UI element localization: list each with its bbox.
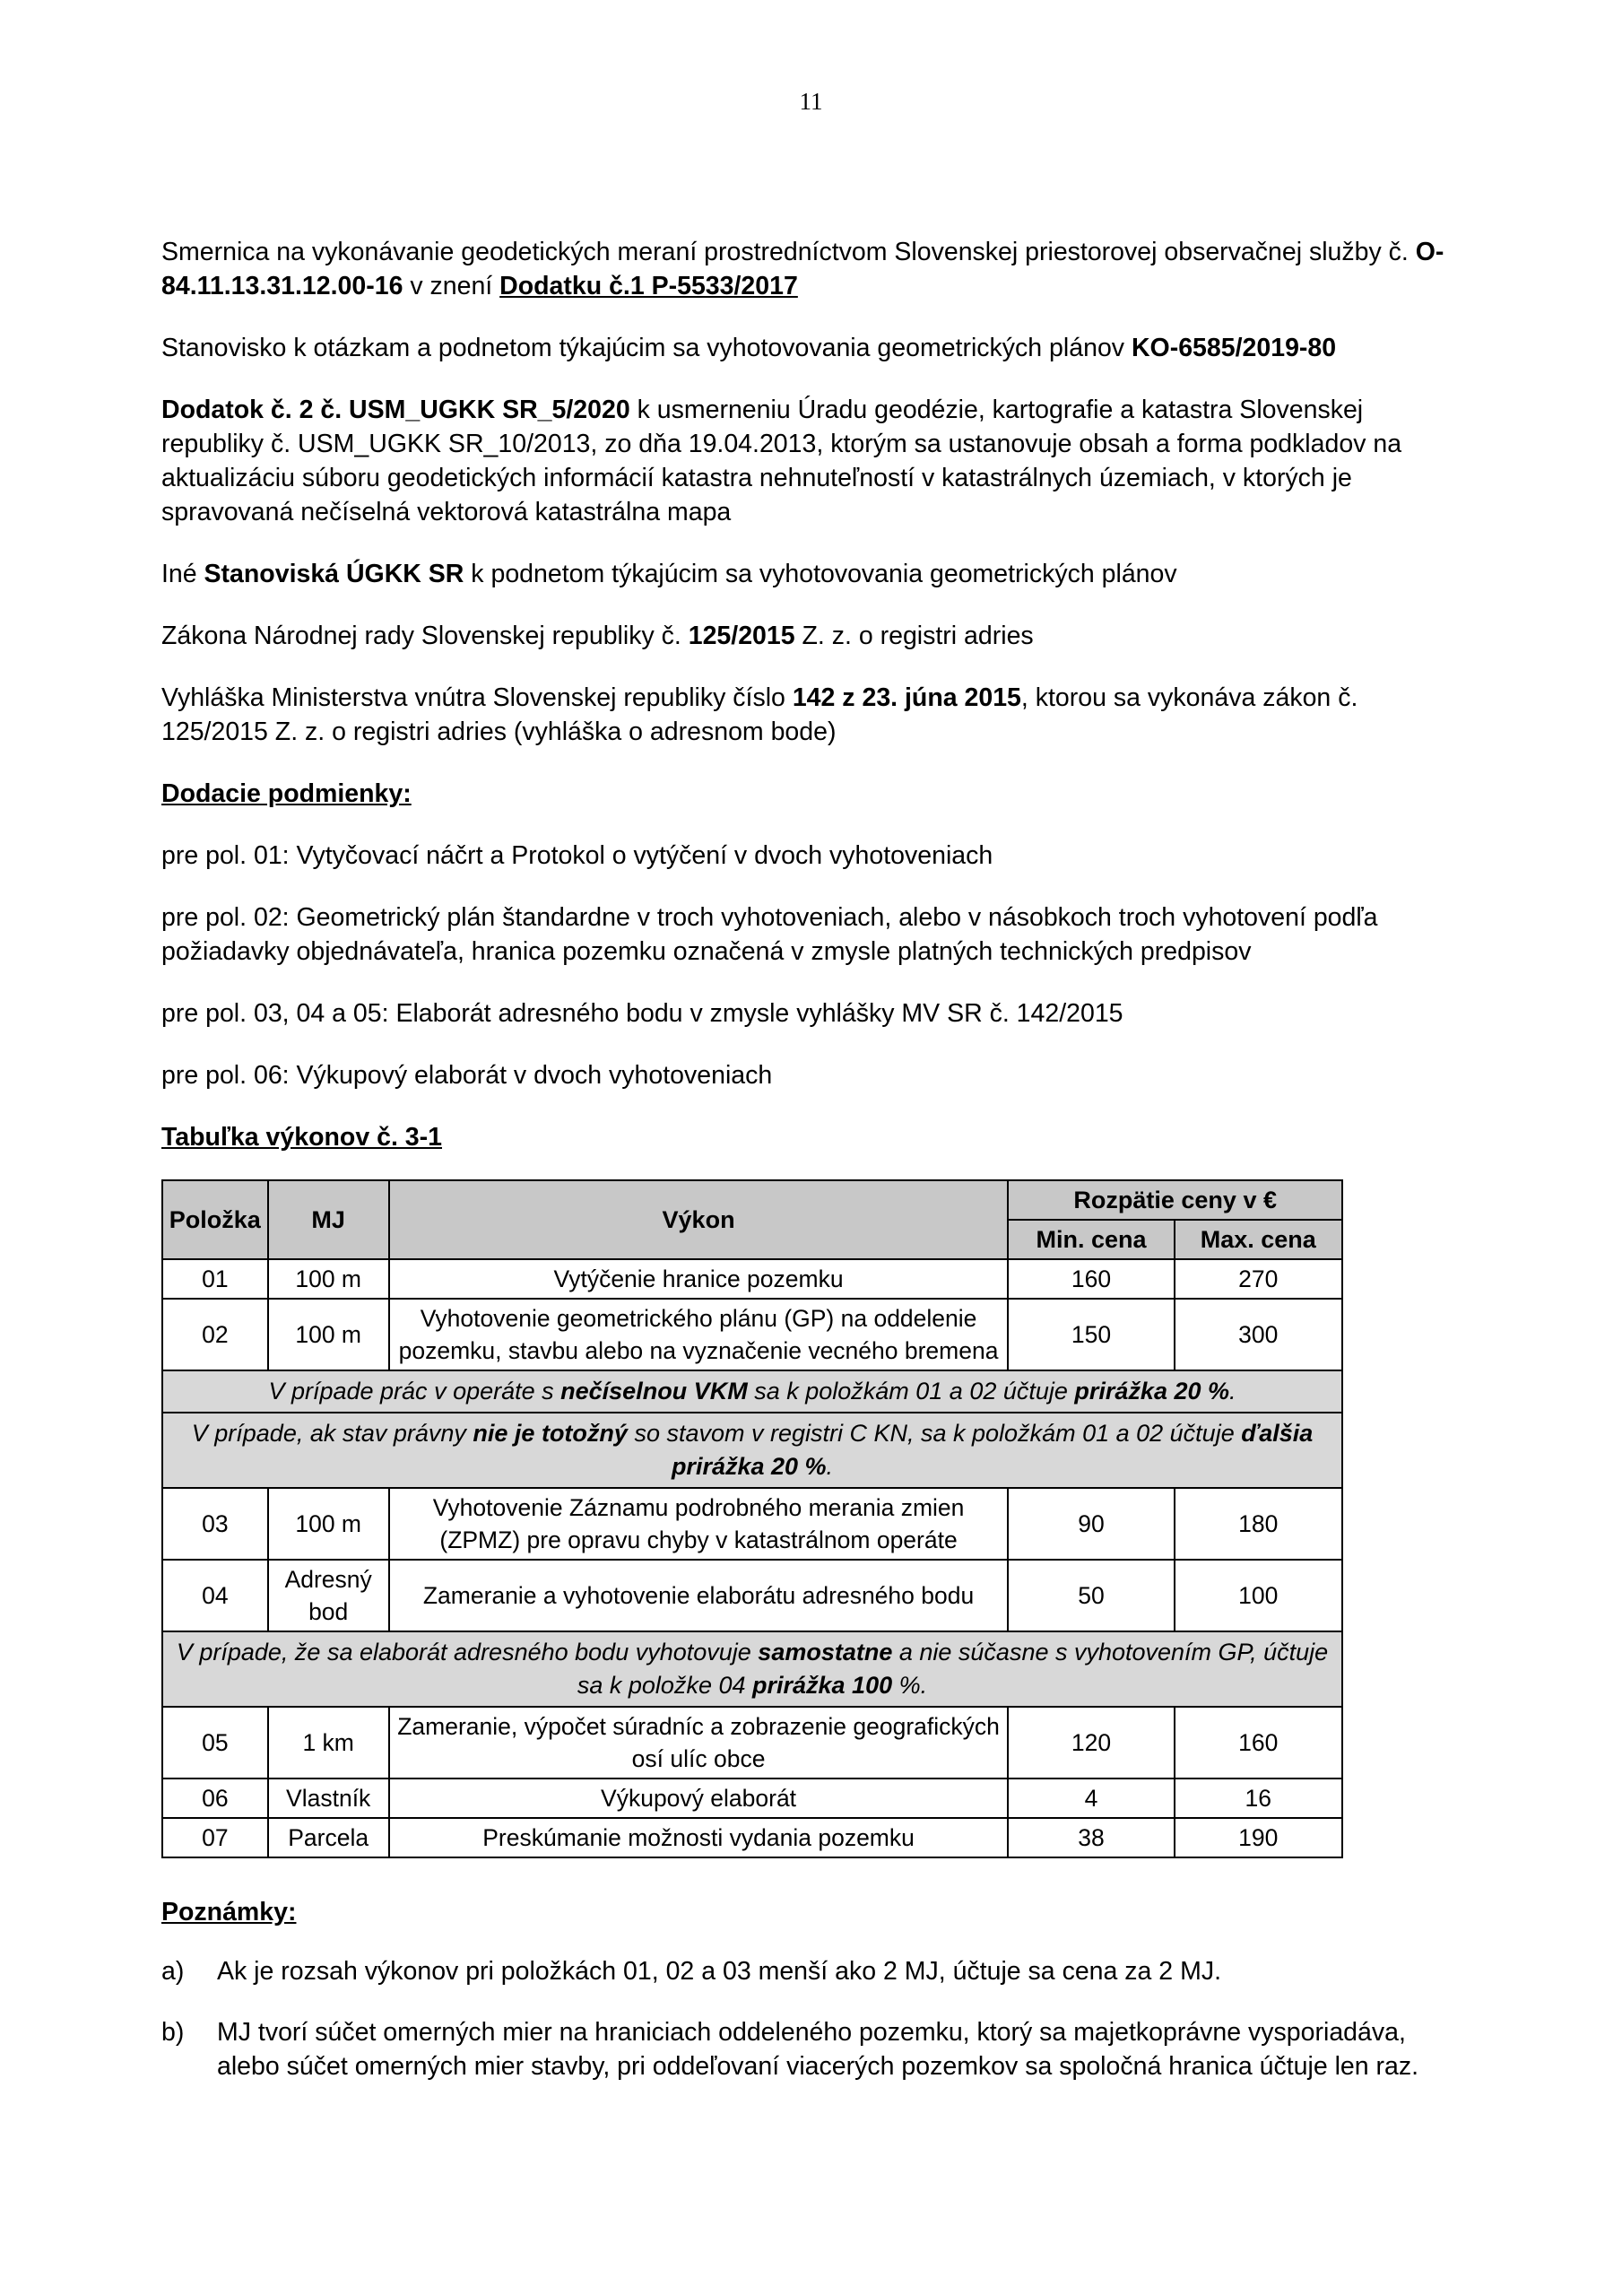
p-ine-stanoviska [161,557,1462,591]
table-note-run-2: sa k položkám 01 a 02 účtuje [747,1378,1075,1405]
table-note-run-0: V prípade prác v operáte s [268,1378,561,1405]
p-vyhlaska-run-2: , ktorou sa vykonáva zákon č. 125/2015 Z. z. o registri adries (vyhláška o adresnom bode) [161,683,1358,746]
table-note-run-4: . [1229,1378,1236,1405]
p-ine-stanoviska-run-1: Stanoviská ÚGKK SR [204,560,464,588]
p-stanovisko [161,331,1462,365]
cell-mj: Parcela [268,1818,389,1857]
column-header-polozka: Položka [162,1180,268,1259]
p-ine-stanoviska-run-2: k podnetom týkajúcim sa vyhotovovania geometrických plánov [464,560,1177,588]
cell-polozka: 07 [162,1818,268,1857]
table-note-text [162,1413,1342,1488]
table-row [162,1488,1342,1560]
table-note-row [162,1631,1342,1707]
cell-min-price: 120 [1008,1707,1174,1779]
p-smernica-run-2: v znení [403,272,500,300]
page-number: 11 [799,88,823,115]
note-text: MJ tvorí súčet omerných mier na hraniciach oddeleného pozemku, ktorý sa majetkoprávne vysporiadáva, alebo súčet omerných mier stavby, pri oddeľovaní viacerých pozemkov sa spoločná hranica účtuje len raz. [217,2018,1419,2081]
column-header-max-price: Max. cena [1175,1220,1342,1259]
p-smernica-run-1: O-84.11.13.31.12.00-16 [161,238,1444,300]
table-note-run-1: samostatne [758,1639,893,1665]
document-body [161,235,1462,2110]
p-zakon [161,619,1462,653]
cell-vykon: Vytýčenie hranice pozemku [389,1259,1009,1299]
p-vyhlaska-run-1: 142 z 23. júna 2015 [792,683,1021,712]
cell-min-price: 50 [1008,1560,1174,1631]
table-heading: Tabuľka výkonov č. 3-1 [161,1123,442,1152]
cell-polozka: 01 [162,1259,268,1299]
column-header-min-price: Min. cena [1008,1220,1174,1259]
cell-max-price: 16 [1175,1779,1342,1818]
table-note-run-1: nie je totožný [473,1420,628,1447]
p-zakon-run-2: Z. z. o registri adries [794,622,1034,650]
table-row [162,1818,1342,1857]
cell-max-price: 190 [1175,1818,1342,1857]
p-vyhlaska [161,681,1462,749]
cell-vykon: Výkupový elaborát [389,1779,1009,1818]
table-note-run-0: V prípade, že sa elaborát adresného bodu vyhotovuje [176,1639,759,1665]
notes-list [161,1954,1462,2083]
p-dodatok2 [161,393,1462,529]
cell-min-price: 38 [1008,1818,1174,1857]
delivery-condition-item: pre pol. 06: Výkupový elaborát v dvoch vyhotoveniach [161,1061,773,1090]
delivery-condition-item: pre pol. 03, 04 a 05: Elaborát adresného bodu v zmysle vyhlášky MV SR č. 142/2015 [161,999,1123,1028]
table-row [162,1707,1342,1779]
cell-max-price: 180 [1175,1488,1342,1560]
performance-table [161,1179,1343,1858]
table-note-row [162,1370,1342,1413]
delivery-conditions-heading: Dodacie podmienky: [161,779,412,808]
table-note-text [162,1631,1342,1707]
delivery-conditions-list [161,839,1462,1092]
p-zakon-run-0: Zákona Národnej rady Slovenskej republiky č. [161,622,689,650]
table-body [162,1259,1342,1857]
table-row [162,1259,1342,1299]
column-header-vykon: Výkon [389,1180,1009,1259]
table-row [162,1560,1342,1631]
table-note-run-3: prirážka 100 [752,1672,893,1699]
table-note-run-3: ďalšia prirážka 20 % [671,1420,1314,1480]
cell-mj: 1 km [268,1707,389,1779]
p-ine-stanoviska-run-0: Iné [161,560,204,588]
cell-polozka: 04 [162,1560,268,1631]
cell-min-price: 150 [1008,1299,1174,1370]
note-item [161,1954,1462,1988]
table-row [162,1299,1342,1370]
table-note-text [162,1370,1342,1413]
cell-max-price: 100 [1175,1560,1342,1631]
cell-mj: 100 m [268,1259,389,1299]
cell-min-price: 160 [1008,1259,1174,1299]
table-header [162,1180,1342,1259]
cell-polozka: 02 [162,1299,268,1370]
notes-heading: Poznámky: [161,1898,297,1926]
note-text: Ak je rozsah výkonov pri položkách 01, 02 a 03 menší ako 2 MJ, účtuje sa cena za 2 MJ. [217,1957,1221,1986]
table-note-run-4: . [826,1453,834,1480]
note-marker: a) [161,1957,185,1986]
column-header-price-range: Rozpätie ceny v € [1008,1180,1342,1220]
p-smernica-run-3: Dodatku č.1 P-5533/2017 [499,272,798,300]
column-header-mj: MJ [268,1180,389,1259]
p-stanovisko-run-0: Stanovisko k otázkam a podnetom týkajúcim sa vyhotovovania geometrických plánov [161,334,1132,362]
table-note-run-4: %. [892,1672,928,1699]
cell-max-price: 270 [1175,1259,1342,1299]
cell-mj: Vlastník [268,1779,389,1818]
cell-max-price: 160 [1175,1707,1342,1779]
cell-vykon: Preskúmanie možnosti vydania pozemku [389,1818,1009,1857]
note-marker: b) [161,2018,185,2047]
paragraph-list [161,235,1462,749]
table-note-run-2: so stavom v registri C KN, sa k položkám 01 a 02 účtuje [627,1420,1242,1447]
p-dodatok2-run-0: Dodatok č. 2 č. USM_UGKK SR_5/2020 [161,396,630,424]
cell-min-price: 90 [1008,1488,1174,1560]
cell-min-price: 4 [1008,1779,1174,1818]
p-vyhlaska-run-0: Vyhláška Ministerstva vnútra Slovenskej republiky číslo [161,683,793,712]
cell-vykon: Zameranie a vyhotovenie elaborátu adresného bodu [389,1560,1009,1631]
cell-vykon: Vyhotovenie Záznamu podrobného merania zmien (ZPMZ) pre opravu chyby v katastrálnom operáte [389,1488,1009,1560]
table-note-run-2: a nie súčasne s vyhotovením GP, účtuje sa k položke 04 [577,1639,1329,1699]
cell-polozka: 06 [162,1779,268,1818]
table-row [162,1779,1342,1818]
cell-vykon: Zameranie, výpočet súradníc a zobrazenie geografických osí ulíc obce [389,1707,1009,1779]
table-note-row [162,1413,1342,1488]
delivery-condition-item: pre pol. 02: Geometrický plán štandardne v troch vyhotoveniach, alebo v násobkoch troch vyhotovení podľa požiadavky objednávateľa, hranica pozemku označená v zmysle platných technických predpisov [161,903,1378,966]
cell-polozka: 05 [162,1707,268,1779]
cell-mj: Adresný bod [268,1560,389,1631]
p-stanovisko-run-1: KO-6585/2019-80 [1131,334,1337,362]
p-zakon-run-1: 125/2015 [688,622,795,650]
table-note-run-1: nečíselnou VKM [560,1378,748,1405]
p-dodatok2-run-1: k usmerneniu Úradu geodézie, kartografie a katastra Slovenskej republiky č. USM_UGKK SR_10/2013, zo dňa 19.04.2013, ktorým sa ustanovuje obsah a forma podkladov na aktualizáciu súboru geodetických informácií katastra nehnuteľností v katastrálnych územiach, v ktorých je spravovaná nečíselná vektorová katastrálna mapa [161,396,1402,526]
cell-vykon: Vyhotovenie geometrického plánu (GP) na oddelenie pozemku, stavbu alebo na vyznačenie vecného bremena [389,1299,1009,1370]
delivery-condition-item: pre pol. 01: Vytyčovací náčrt a Protokol o vytýčení v dvoch vyhotoveniach [161,841,993,870]
table-note-run-3: prirážka 20 % [1074,1378,1230,1405]
cell-max-price: 300 [1175,1299,1342,1370]
table-header-row-1 [162,1180,1342,1220]
cell-polozka: 03 [162,1488,268,1560]
cell-mj: 100 m [268,1488,389,1560]
p-smernica-run-0: Smernica na vykonávanie geodetických meraní prostredníctvom Slovenskej priestorovej observačnej služby č. [161,238,1416,266]
note-item [161,2015,1462,2083]
table-note-run-0: V prípade, ak stav právny [191,1420,473,1447]
cell-mj: 100 m [268,1299,389,1370]
p-smernica [161,235,1462,303]
